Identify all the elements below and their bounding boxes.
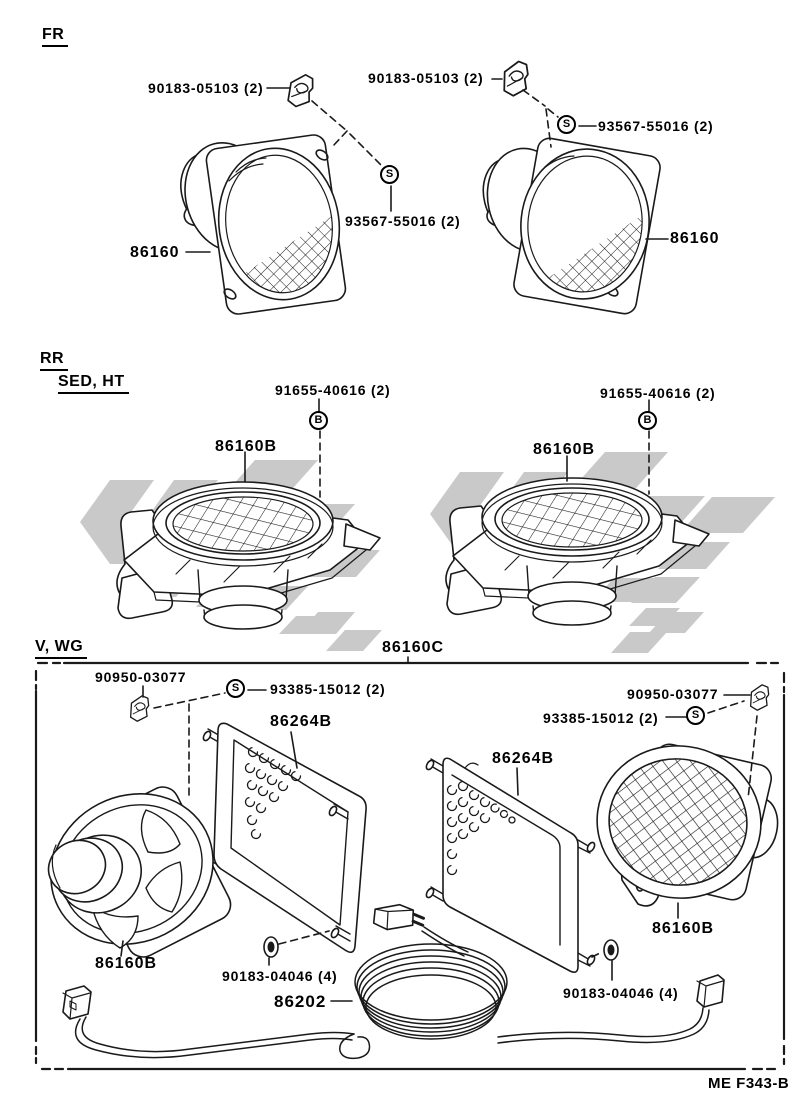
vwg-screw-part-label-right: 93385-15012 (2) <box>543 710 659 726</box>
fr-screw-part-label-right: 93567-55016 (2) <box>598 118 714 134</box>
vwg-left-tapping-screw-icon <box>264 937 278 957</box>
fr-left-clip-icon <box>288 73 314 108</box>
rr-section-heading: RR <box>40 351 68 371</box>
vwg-speaker-part-label-left: 86160B <box>95 955 158 972</box>
wire-connector-right-icon <box>697 975 724 1007</box>
fr-speaker-part-label-left: 86160 <box>130 244 180 261</box>
rr-speaker-part-label-right: 86160B <box>533 441 596 458</box>
rr-bolt-symbol-right: B <box>638 411 657 430</box>
vwg-screw-symbol-right: S <box>686 706 705 725</box>
vwg-speaker-part-label-right: 86160B <box>652 920 715 937</box>
vwg-right-speaker-drawing <box>587 735 783 908</box>
vwg-screw-part-label-left: 93385-15012 (2) <box>270 681 386 697</box>
rr-speaker-part-label-left: 86160B <box>215 438 278 455</box>
rr-bolt-symbol-left: B <box>309 411 328 430</box>
vwg-left-speaker-drawing <box>25 766 239 971</box>
fr-screw-symbol-right: S <box>557 115 576 134</box>
vwg-tapping-screw-label-left: 90183-04046 (4) <box>222 968 338 984</box>
drawing-code: ME F343-B <box>708 1075 790 1092</box>
vwg-clip-part-label-left: 90950-03077 <box>95 669 187 685</box>
vwg-screw-symbol-left: S <box>226 679 245 698</box>
fr-clip-part-label-right: 90183-05103 (2) <box>368 70 484 86</box>
fr-section-heading: FR <box>42 27 68 47</box>
vwg-bracket-part-label-right: 86264B <box>492 750 555 767</box>
fr-left-speaker-drawing <box>171 133 349 318</box>
vwg-right-tapping-screw-icon <box>604 940 618 960</box>
vwg-clip-part-label-right: 90950-03077 <box>627 686 719 702</box>
vwg-tapping-screw-label-right: 90183-04046 (4) <box>563 985 679 1001</box>
vwg-right-bracket-drawing <box>425 758 596 972</box>
vwg-right-clip-icon <box>751 685 769 710</box>
fr-screw-part-label-left: 93567-55016 (2) <box>345 213 461 229</box>
rr-variant-heading: SED, HT <box>58 374 129 394</box>
fr-right-speaker-drawing <box>476 136 662 322</box>
vwg-bracket-part-label-left: 86264B <box>270 713 333 730</box>
vwg-assembly-part-label: 86160C <box>382 639 445 656</box>
rr-bolt-part-label-right: 91655-40616 (2) <box>600 385 716 401</box>
vwg-wire-part-label: 86202 <box>274 992 327 1011</box>
rr-bolt-part-label-left: 91655-40616 (2) <box>275 382 391 398</box>
fr-clip-part-label-left: 90183-05103 (2) <box>148 80 264 96</box>
fr-speaker-part-label-right: 86160 <box>670 230 720 247</box>
wire-connector-left-icon <box>63 986 91 1019</box>
vwg-left-clip-icon <box>131 696 149 721</box>
fr-screw-symbol-left: S <box>380 165 399 184</box>
vwg-section-heading: V, WG <box>35 639 87 659</box>
